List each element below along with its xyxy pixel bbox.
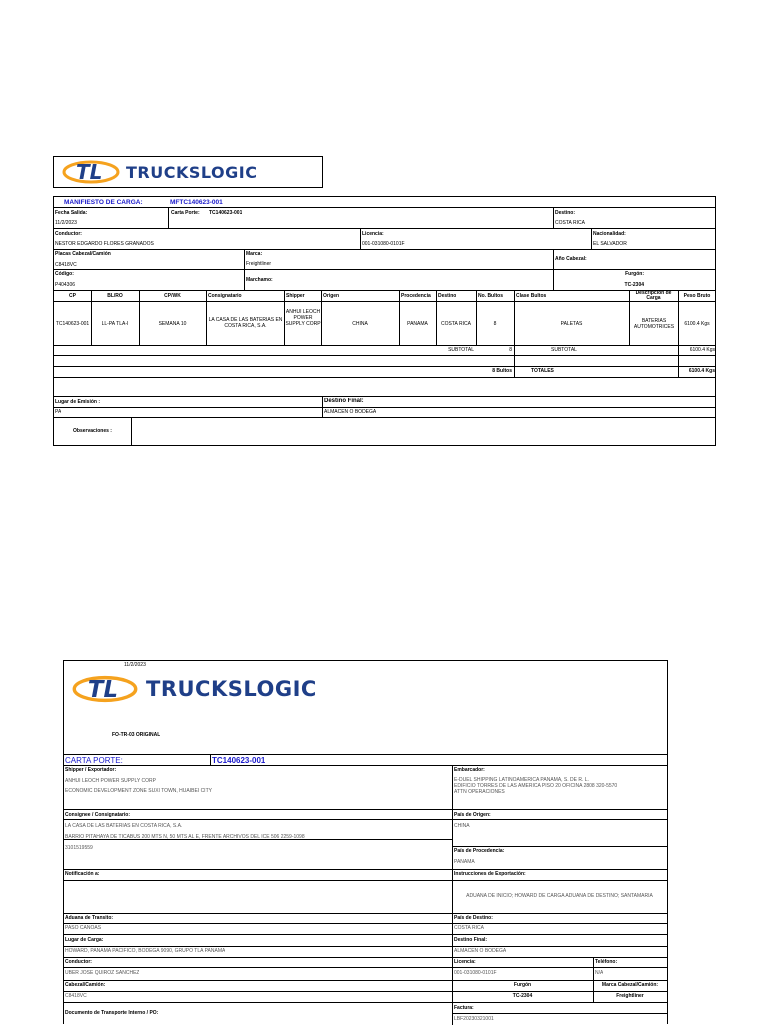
embarcador-line2: EDIFICIO TORRES DE LAS AMERICA PISO 20 OFICINA 2808 320-5570	[454, 783, 618, 789]
cabezal-label: Cabezal/Camión:	[65, 982, 106, 988]
shipper-label: Shipper / Exportador:	[65, 767, 117, 773]
carta-form	[63, 660, 668, 1024]
notificacion-label: Notificación a:	[65, 871, 100, 877]
factura-label: Factura:	[454, 1005, 474, 1011]
marca-value: Freightliner	[246, 261, 272, 267]
carta-marca-value: Freightliner	[616, 993, 644, 999]
carta-porte-value: TC140623-001	[209, 210, 243, 216]
td-blro: LL-PA TLA-I	[101, 321, 129, 327]
totales-bultos: 8 Bultos	[492, 368, 512, 374]
factura-value: LBF20230321001	[454, 1016, 494, 1022]
pais-destino-value: COSTA RICA	[454, 925, 484, 931]
pais-destino-label: País de Destino:	[454, 915, 493, 921]
svg-text:TL: TL	[87, 676, 118, 703]
manifest-logo	[53, 156, 323, 188]
embarcador-line3: ATTN OPERACIONES	[454, 789, 505, 795]
th-cpwk: CP/WK	[164, 293, 181, 299]
brand-name: TRUCKSLOGIC	[126, 162, 258, 182]
aduana-transito-label: Aduana de Transito:	[65, 915, 114, 921]
pais-procedencia-label: País de Procedencia:	[454, 848, 505, 854]
th-shipper: Shipper	[286, 293, 305, 299]
subtotal-bultos: 8	[509, 347, 512, 353]
furgon-label: Furgón:	[625, 271, 644, 277]
doc-transporte-label: Documento de Transporte Interno / PO:	[65, 1010, 159, 1016]
conductor-value: NESTOR EDGARDO FLORES GRANADOS	[55, 241, 154, 247]
fecha-salida-label: Fecha Salida:	[55, 210, 88, 216]
shipper-line1: ANHUI LEOCH POWER SUPPLY CORP	[65, 778, 156, 784]
carta-conductor-value: UBER JOSE QUIROZ SANCHEZ	[65, 970, 140, 976]
nacionalidad-value: EL SALVADOR	[593, 241, 627, 247]
shipper-line2: ECONOMIC DEVELOPMENT ZONE SUXI TOWN, HUAIBEI CITY	[65, 788, 212, 794]
pais-origen-value: CHINA	[454, 823, 470, 829]
carta-destino-final-label: Destino Final:	[454, 937, 488, 943]
th-origen: Origen	[323, 293, 340, 299]
lugar-carga-label: Lugar de Carga:	[65, 937, 104, 943]
consignee-line2: BARRIO PITAHAYA DE TICABUS 200 MTS N, 50 MTS AL E, FRENTE ARCHIVOS DEL ICE 506 2259-1098	[65, 834, 305, 840]
marca-label: Marca:	[246, 251, 263, 257]
embarcador-label: Embarcador:	[454, 767, 485, 773]
totales-peso: 6100.4 Kgs	[688, 368, 715, 374]
td-shipper: ANHUI LEOCH POWER SUPPLY CORP	[285, 309, 321, 327]
carta-licencia-label: Licencia:	[454, 959, 476, 965]
subtotal-peso: 6100.4 Kgs	[689, 347, 715, 353]
placas-label: Placas Cabezal/Camión	[55, 251, 111, 257]
embarcador-line1: E-DUEL SHIPPING LATINOAMERICA PANAMA, S. DE R. L.	[454, 777, 589, 783]
subtotal-label2: SUBTOTAL	[551, 347, 577, 353]
pais-origen-label: País de Origen:	[454, 812, 491, 818]
destino-label: Destino:	[555, 210, 575, 216]
th-cp: CP	[69, 293, 76, 299]
td-peso: 6100.4 Kgs	[684, 321, 710, 327]
telefono-label: Teléfono:	[595, 959, 618, 965]
brand-name: TRUCKSLOGIC	[146, 677, 317, 701]
th-procedencia: Procedencia	[401, 293, 431, 299]
td-origen: CHINA	[352, 321, 368, 327]
lugar-emision-value: PA	[55, 409, 62, 415]
carta-title-label: CARTA PORTE:	[65, 756, 123, 765]
th-destino: Destino	[438, 293, 457, 299]
carta-logo	[72, 673, 317, 705]
placas-value: C8418VC	[55, 262, 77, 268]
carta-marca-label: Marca Cabezal/Camión:	[601, 982, 659, 988]
td-destino: COSTA RICA	[441, 321, 471, 327]
th-consignatario: Consignatario	[208, 293, 242, 299]
codigo-value: P404306	[55, 282, 76, 288]
conductor-label: Conductor:	[55, 231, 82, 237]
subtotal-label: SUBTOTAL	[448, 347, 474, 353]
codigo-label: Código:	[55, 271, 74, 277]
destino-final-value: ALMACÉN O BODEGA	[324, 409, 377, 415]
td-procedencia: PANAMA	[407, 321, 428, 327]
th-clase: Clase Bultos	[516, 293, 547, 299]
destino-value: COSTA RICA	[555, 220, 585, 226]
manifest-title-value: MFTC140623-001	[170, 199, 223, 206]
instrucciones-value: ADUANA DE INICIO; HOWARD DE CARGA ADUANA DE DESTINO; SANTAMARIA	[466, 893, 653, 899]
td-bultos: 8	[493, 321, 497, 327]
carta-date: 11/2/2023	[124, 662, 146, 668]
th-bultos: No. Bultos	[478, 293, 503, 299]
consignee-label: Consignee / Consignatario:	[65, 812, 131, 818]
carta-furgon-label: Furgón	[513, 982, 532, 988]
carta-destino-final-value: ALMACÉN O BODEGA	[454, 948, 507, 954]
th-peso: Peso Bruto	[683, 293, 711, 299]
furgon-value: TC-2304	[624, 282, 644, 288]
licencia-value: 001-031080-0101F	[362, 241, 405, 247]
td-cpwk: SEMANA 10	[158, 321, 187, 327]
consignee-line1: LA CASA DE LAS BATERIAS EN COSTA RICA, S.A.	[65, 823, 183, 829]
carta-licencia-value: 001-031080-0101F	[454, 970, 497, 976]
td-clase: PALETAS	[560, 321, 583, 327]
td-cp: TC140623-001	[55, 321, 90, 327]
lugar-emision-label: Lugar de Emisión :	[55, 399, 101, 405]
consignee-line3: 3101519559	[65, 845, 93, 851]
observaciones-label: Observaciones :	[73, 428, 112, 434]
svg-text:TL: TL	[76, 160, 103, 184]
marchamo-label: Marchamo:	[246, 277, 273, 283]
truckslogic-logo-icon	[72, 673, 138, 705]
anio-label: Año Cabezal:	[555, 256, 587, 262]
carta-conductor-label: Conductor:	[65, 959, 92, 965]
totales-label: TOTALES	[531, 368, 554, 374]
truckslogic-logo-icon	[62, 160, 120, 184]
carta-furgon-value: TC-2304	[512, 993, 533, 999]
aduana-transito-value: PASO CANOAS	[65, 925, 102, 931]
carta-porte-label: Carta Porte:	[171, 210, 200, 216]
td-descripcion: BATERIAS AUTOMOTRICES	[633, 318, 675, 330]
cabezal-value: C8418VC	[65, 993, 87, 999]
manifest-form	[53, 196, 716, 446]
lugar-carga-value: HOWARD, PANAMA PACIFICO, BODEGA 9090, GRUPO TLA PANAMA	[65, 948, 226, 954]
instrucciones-label: Instrucciones de Exportación:	[454, 871, 526, 877]
telefono-value: N/A	[595, 970, 604, 976]
form-code: FO-TR-03 ORIGINAL	[112, 732, 161, 738]
th-descripcion: Descripción de Carga	[635, 291, 672, 301]
td-consignatario: LA CASA DE LAS BATERIAS EN COSTA RICA, S.A.	[208, 317, 283, 329]
licencia-label: Licencia:	[362, 231, 384, 237]
manifest-title-label: MANIFIESTO DE CARGA:	[64, 199, 143, 206]
destino-final-label: Destino Final:	[324, 398, 364, 404]
carta-title-value: TC140623-001	[212, 756, 266, 765]
pais-procedencia-value: PANAMÁ	[454, 859, 475, 865]
nacionalidad-label: Nacionalidad:	[593, 231, 626, 237]
th-blro: BL/RO	[107, 293, 123, 299]
fecha-salida-value: 11/2/2023	[55, 220, 77, 226]
